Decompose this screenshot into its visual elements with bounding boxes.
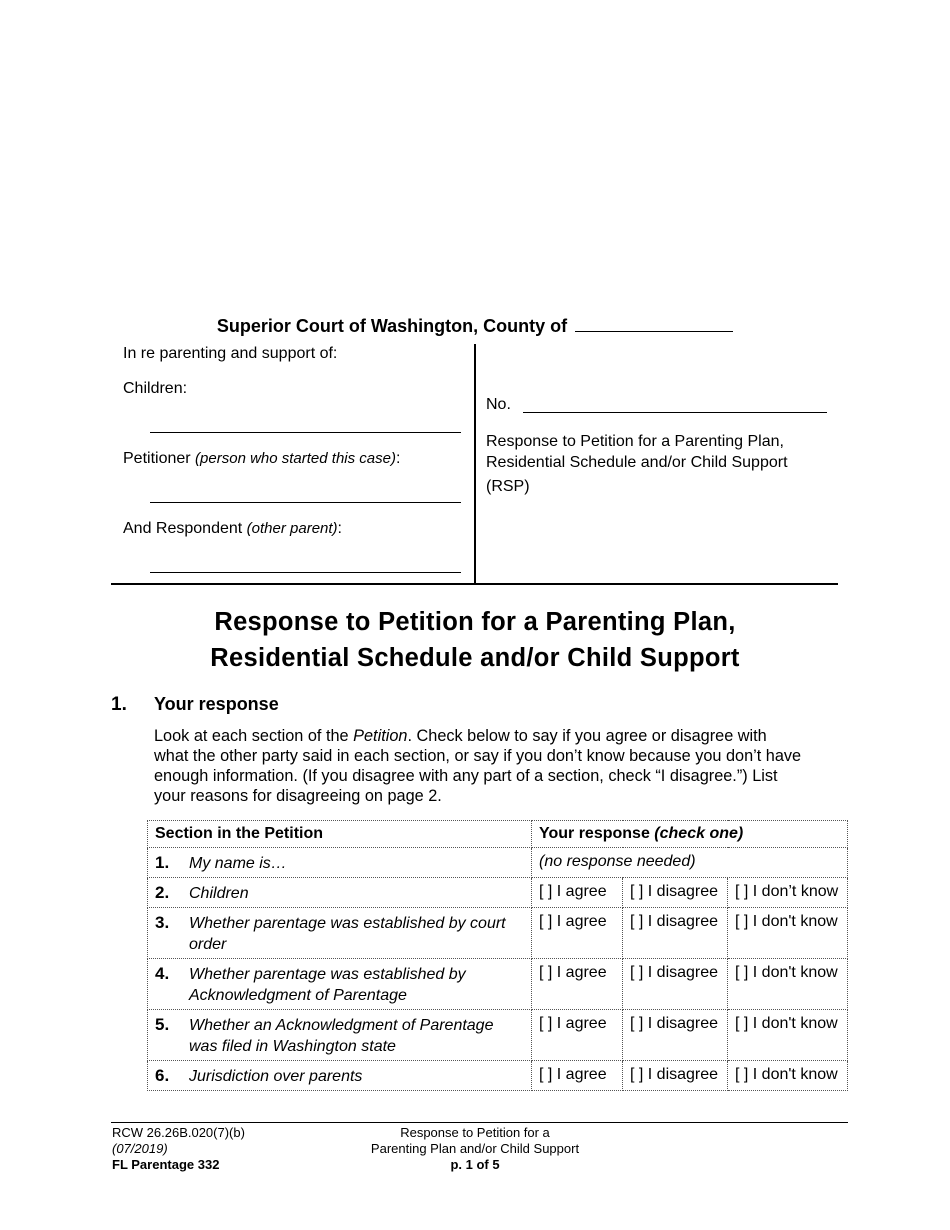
in-re-label: In re parenting and support of:	[123, 345, 338, 362]
table-row: 2. Children [ ] I agree [ ] I disagree [ ] I don’t know	[148, 878, 848, 908]
disagree-checkbox[interactable]: [ ] I disagree	[623, 959, 728, 1010]
case-no-label: No.	[486, 396, 511, 413]
respondent-label: And Respondent (other parent):	[123, 520, 342, 537]
document-title: Response to Petition for a Parenting Plan, Residential Schedule and/or Child Support	[210, 608, 740, 672]
agree-checkbox[interactable]: [ ] I agree	[532, 878, 623, 908]
no-response-note: (no response needed)	[532, 848, 848, 878]
agree-checkbox[interactable]: [ ] I agree	[532, 1061, 623, 1091]
table-header	[148, 821, 848, 848]
footer-center: Response to Petition for a Parenting Plan and/or Child Support p. 1 of 5	[370, 1125, 580, 1172]
court-title: Superior Court of Washington, County of	[0, 314, 950, 337]
respondent-line[interactable]	[150, 572, 461, 573]
dont-know-checkbox[interactable]: [ ] I don't know	[728, 959, 848, 1010]
table-row: 1. My name is… (no response needed)	[148, 848, 848, 878]
agree-checkbox[interactable]: [ ] I agree	[532, 959, 623, 1010]
county-blank[interactable]	[575, 314, 733, 332]
col-header-section: Section in the Petition	[148, 821, 532, 848]
section-heading: Your response	[154, 694, 279, 714]
dont-know-checkbox[interactable]: [ ] I don’t know	[728, 878, 848, 908]
table-row: 5. Whether an Acknowledgment of Parentage was filed in Washington state [ ] I agree [ ] I disagree [ ] I don't know	[148, 1010, 848, 1061]
table-row: 6. Jurisdiction over parents [ ] I agree [ ] I disagree [ ] I don't know	[148, 1061, 848, 1091]
disagree-checkbox[interactable]: [ ] I disagree	[623, 1010, 728, 1061]
response-table	[147, 820, 848, 1091]
instructions-paragraph: Look at each section of the Petition. Check below to say if you agree or disagree with what the other party said in each section, or say if you don’t know because you don’t have enough information. (If you disagree with any part of a section, check “I disagree.”) List your reasons for disagreeing on page 2.	[154, 727, 802, 805]
disagree-checkbox[interactable]: [ ] I disagree	[623, 908, 728, 959]
children-line[interactable]	[150, 432, 461, 433]
table-row: 3. Whether parentage was established by court order [ ] I agree [ ] I disagree [ ] I don't know	[148, 908, 848, 959]
dont-know-checkbox[interactable]: [ ] I don't know	[728, 1061, 848, 1091]
disagree-checkbox[interactable]: [ ] I disagree	[623, 1061, 728, 1091]
case-no-line[interactable]	[523, 412, 827, 413]
caption-divider	[474, 344, 476, 584]
disagree-checkbox[interactable]: [ ] I disagree	[623, 878, 728, 908]
petitioner-line[interactable]	[150, 502, 461, 503]
col-header-response: Your response (check one)	[532, 821, 848, 848]
caption-doc-title: Response to Petition for a Parenting Plan, Residential Schedule and/or Child Support (RSP)	[486, 433, 788, 495]
dont-know-checkbox[interactable]: [ ] I don't know	[728, 908, 848, 959]
footer-left: RCW 26.26B.020(7)(b) (07/2019) FL Parentage 332	[112, 1125, 245, 1172]
footer-rule	[111, 1122, 848, 1123]
children-label: Children:	[123, 380, 188, 397]
agree-checkbox[interactable]: [ ] I agree	[532, 908, 623, 959]
table-row: 4. Whether parentage was established by Acknowledgment of Parentage [ ] I agree [ ] I disagree [ ] I don't know	[148, 959, 848, 1010]
petitioner-label: Petitioner (person who started this case):	[123, 450, 401, 467]
section-number: 1.	[111, 694, 127, 715]
dont-know-checkbox[interactable]: [ ] I don't know	[728, 1010, 848, 1061]
caption-bottom-rule	[111, 583, 838, 585]
agree-checkbox[interactable]: [ ] I agree	[532, 1010, 623, 1061]
